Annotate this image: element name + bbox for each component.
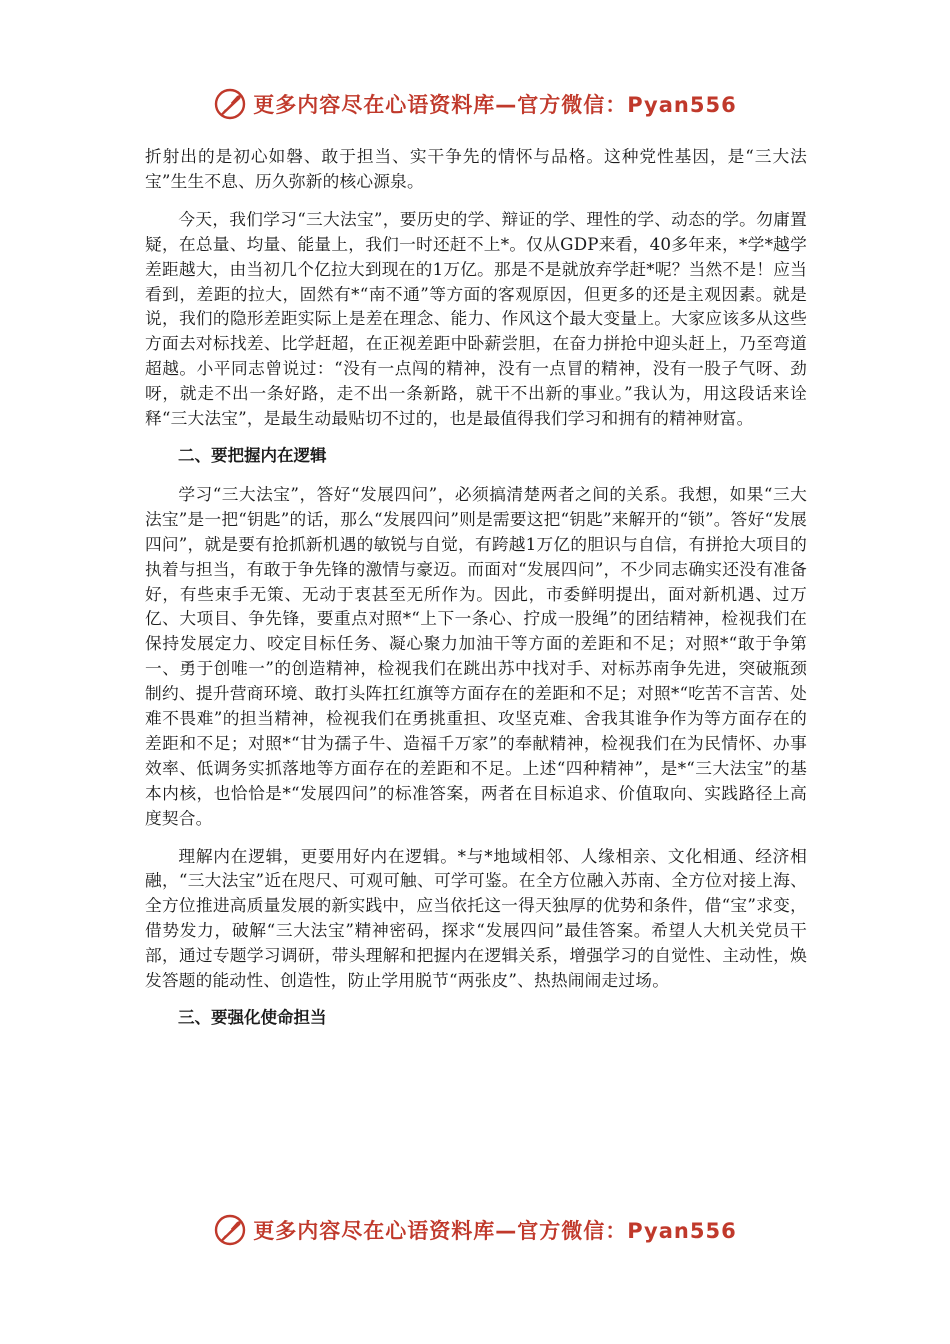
section-heading-2: 二、要把握内在逻辑 [178,445,327,465]
header-banner [0,84,950,124]
paragraph-key-and-lock: 学习“三大法宝”，答好“发展四问”，必须搞清楚两者之间的关系。我想，如果“三大法宝”是一把“钥匙”的话，那么“发展四问”则是需要这把“钥匙”来解开的“锁”。答好“发展四问”，就是要有抢抓新机遇的敏锐与自觉，有跨越1万亿的胆识与自信，有拼抢大项目的执着与担当，有敢于争先锋的激情与豪迈。而面对“发展四问”，不少同志确实还没有准备好，有些束手无策、无动于衷甚至无所作为。因此，市委鲜明提出，面对新机遇、过万亿、大项目、争先锋，要重点对照*“上下一条心、拧成一股绳”的团结精神，检视我们在保持发展定力、咬定目标任务、凝心聚力加油干等方面的差距和不足；对照*“敢于争第一、勇于创唯一”的创造精神，检视我们在跳出苏中找对手、对标苏南争先进，突破瓶颈制约、提升营商环境、敢打头阵扛红旗等方面存在的差距和不足；对照*“吃苦不言苦、处难不畏难”的担当精神，检视我们在勇挑重担、攻坚克难、舍我其谁争作为等方面存在的差距和不足；对照*“甘为孺子牛、造福千万家”的奉献精神，检视我们在为民情怀、办事效率、低调务实抓落地等方面存在的差距和不足。上述“四种精神”，是*“三大法宝”的基本内核，也恰恰是*“发展四问”的标准答案，两者在目标追求、价值取向、实践路径上高度契合。 [145,483,807,828]
footer-banner-text: 更多内容尽在心语资料库—官方微信：Pyan556 [253,1219,737,1243]
footer-banner [0,1210,950,1250]
quill-logo-icon [213,87,247,121]
document-body [145,144,807,1031]
quill-logo-icon [213,1213,247,1247]
paragraph-continuation: 折射出的是初心如磐、敢于担当、实干争先的情怀与品格。这种党性基因，是“三大法宝”生生不息、历久弥新的核心源泉。 [145,146,807,191]
section-heading-3: 三、要强化使命担当 [178,1008,327,1027]
paragraph-learning-methods: 今天，我们学习“三大法宝”，要历史的学、辩证的学、理性的学、动态的学。勿庸置疑，在总量、均量、能量上，我们一时还赶不上*。仅从GDP来看，40多年来，*学*越学差距越大，由当初几个亿拉大到现在的1万亿。那是不是就放弃学赶*呢？当然不是！应当看到，差距的拉大，固然有*“南不通”等方面的客观原因，但更多的还是主观因素。就是说，我们的隐形差距实际上是差在理念、能力、作风这个最大变量上。大家应该多从这些方面去对标找差、比学赶超，在正视差距中卧薪尝胆，在奋力拼抢中迎头赶上，乃至弯道超越。小平同志曾说过：“没有一点闯的精神，没有一点冒的精神，没有一股子气呀、劲呀，就走不出一条好路，走不出一条新路，就干不出新的事业。”我认为，用这段话来诠释“三大法宝”，是最生动最贴切不过的，也是最值得我们学习和拥有的精神财富。 [145,208,807,429]
paragraph-use-logic: 理解内在逻辑，更要用好内在逻辑。*与*地域相邻、人缘相亲、文化相通、经济相融，“三大法宝”近在咫尺、可观可触、可学可鉴。在全方位融入苏南、全方位对接上海、全方位推进高质量发展的新实践中，应当依托这一得天独厚的优势和条件，借“宝”求变，借势发力，破解“三大法宝”精神密码，探求“发展四问”最佳答案。希望人大机关党员干部，通过专题学习调研，带头理解和把握内在逻辑关系，增强学习的自觉性、主动性，焕发答题的能动性、创造性，防止学用脱节“两张皮”、热热闹闹走过场。 [145,845,807,991]
header-banner-text: 更多内容尽在心语资料库—官方微信：Pyan556 [253,93,737,117]
